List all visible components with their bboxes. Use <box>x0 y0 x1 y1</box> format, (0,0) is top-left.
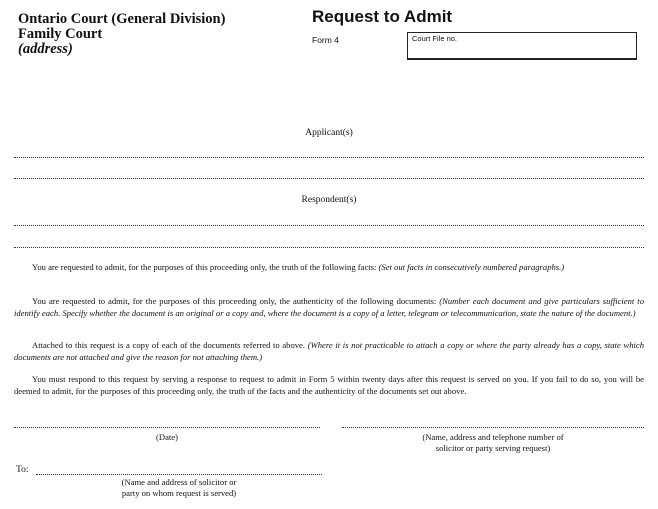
attachments-paragraph <box>14 340 644 363</box>
court-division: Family Court <box>18 26 103 42</box>
recipient-caption-line2: party on whom request is served) <box>121 488 237 498</box>
date-line[interactable] <box>14 427 320 428</box>
court-file-label: Court File no. <box>412 34 458 43</box>
facts-paragraph <box>14 262 644 274</box>
form-title: Request to Admit <box>312 7 453 26</box>
response-paragraph <box>14 374 644 397</box>
respondent-line-2[interactable] <box>14 247 644 248</box>
server-caption-line1: (Name, address and telephone number of <box>422 432 564 442</box>
recipient-caption-line1: (Name and address of solicitor or <box>121 477 237 487</box>
court-name: Ontario Court (General Division) <box>18 11 226 27</box>
recipient-line[interactable] <box>36 474 322 475</box>
court-file-number-field[interactable] <box>407 32 637 60</box>
applicant-line-1[interactable] <box>14 157 644 158</box>
attachments-text: Attached to this request is a copy of each of the documents referred to above. <box>32 340 308 350</box>
server-caption <box>342 432 644 454</box>
form-number: Form 4 <box>312 35 339 45</box>
recipient-caption <box>36 477 322 499</box>
respondent-label: Respondent(s) <box>301 195 357 205</box>
respondent-line-1[interactable] <box>14 225 644 226</box>
applicant-label: Applicant(s) <box>305 128 353 138</box>
documents-paragraph <box>14 296 644 319</box>
facts-instruction: (Set out facts in consecutively numbered paragraphs.) <box>378 262 565 272</box>
server-signature-line[interactable] <box>342 427 644 428</box>
court-name-block <box>18 12 225 57</box>
documents-text: You are requested to admit, for the purposes of this proceeding only, the authenticity of the following documents: <box>32 296 440 306</box>
date-caption: (Date) <box>156 432 178 442</box>
response-text: You must respond to this request by serving a response to request to admit in Form 5 within twenty days after this request is served on you. If you fail to do so, you will be deemed to admit, for the purposes of this proceeding only, the truth of the facts and the authenticity of the documents set out above. <box>14 374 644 396</box>
applicant-line-2[interactable] <box>14 178 644 179</box>
facts-text: You are requested to admit, for the purposes of this proceeding only, the truth of the following facts: <box>32 262 379 272</box>
documents-instruction: (Number each document and give particulars sufficient to identify each. Specify whether the document is an original or a copy and, where the document is a copy of a letter, telegram or telecommunication, state the nature of the document.) <box>14 296 644 318</box>
court-address-placeholder: (address) <box>18 41 73 57</box>
to-label: To: <box>16 465 29 475</box>
attachments-instruction: (Where it is not practicable to attach a copy or where the party already has a copy, state which documents are not attached and give the reason for not attaching them.) <box>14 340 644 362</box>
server-caption-line2: solicitor or party serving request) <box>435 443 551 453</box>
